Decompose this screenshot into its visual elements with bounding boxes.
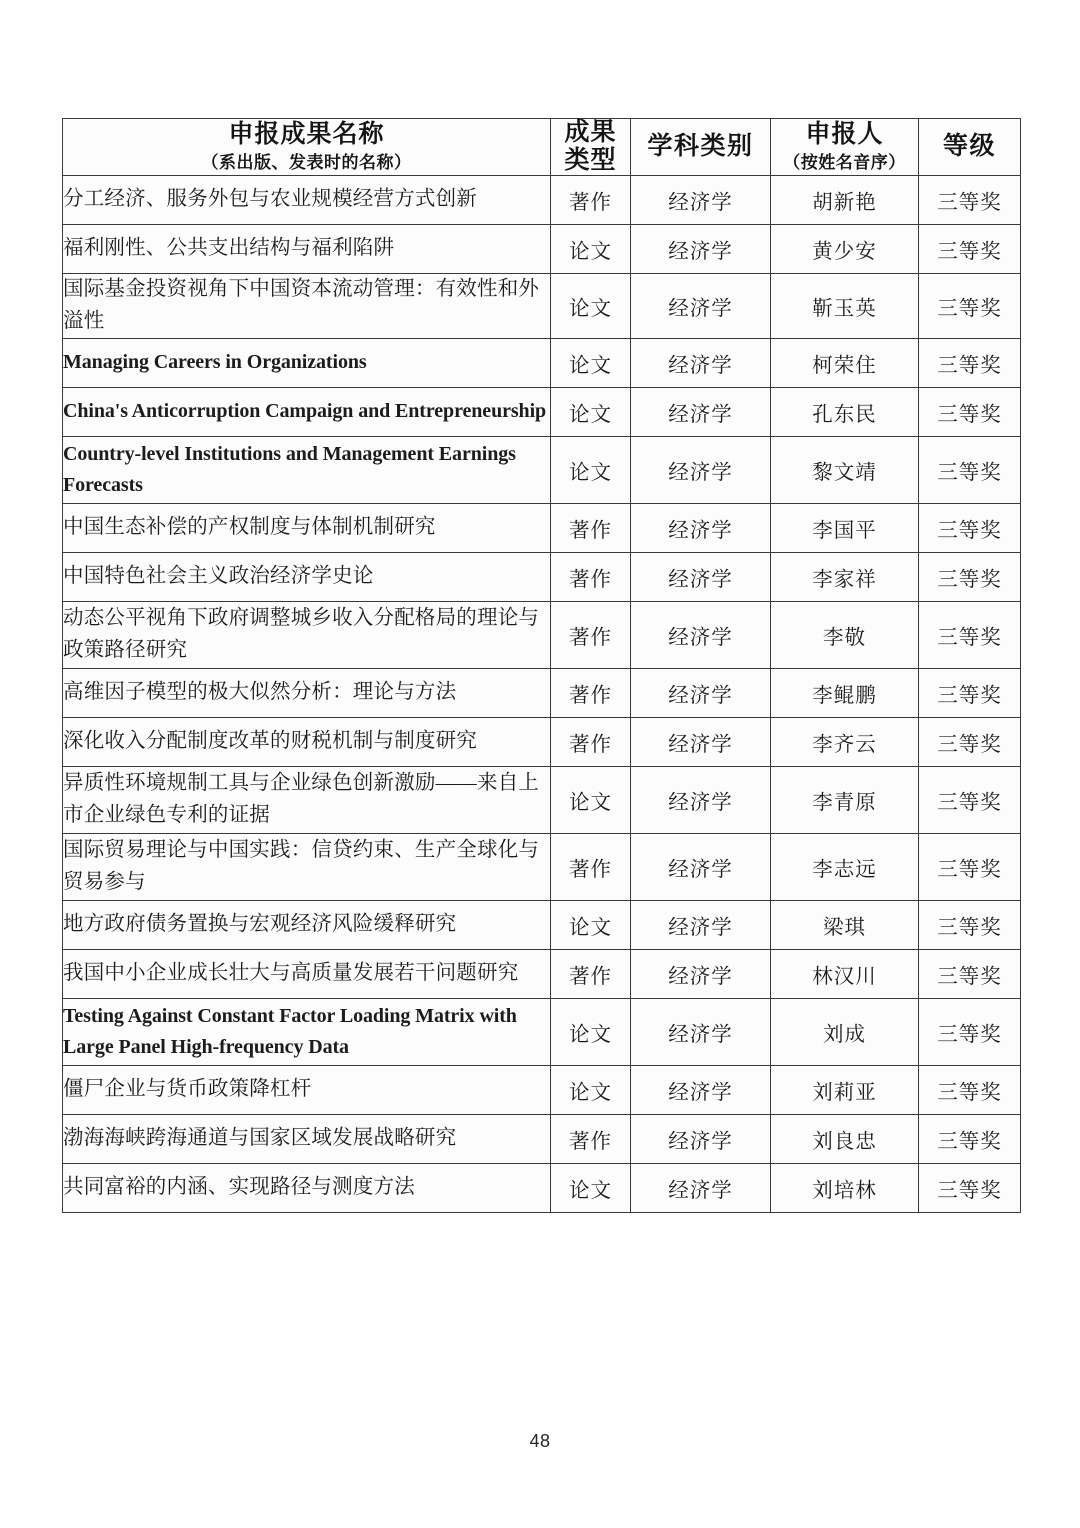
cell-award-level: 三等奖 bbox=[919, 225, 1021, 274]
cell-discipline: 经济学 bbox=[631, 601, 771, 668]
cell-achievement-title: 国际基金投资视角下中国资本流动管理：有效性和外溢性 bbox=[63, 274, 551, 339]
cell-applicant-name: 黎文靖 bbox=[771, 436, 919, 503]
cell-achievement-title: 中国生态补偿的产权制度与体制机制研究 bbox=[63, 503, 551, 552]
table-row bbox=[63, 225, 1021, 274]
cell-achievement-type: 著作 bbox=[551, 601, 631, 668]
cell-discipline: 经济学 bbox=[631, 503, 771, 552]
cell-achievement-type: 论文 bbox=[551, 274, 631, 339]
table-row bbox=[63, 176, 1021, 225]
cell-award-level: 三等奖 bbox=[919, 833, 1021, 900]
table-header bbox=[63, 119, 1021, 176]
table-row bbox=[63, 766, 1021, 833]
cell-award-level: 三等奖 bbox=[919, 668, 1021, 717]
cell-applicant-name: 李敬 bbox=[771, 601, 919, 668]
column-header-discipline-label: 学科类别 bbox=[647, 132, 754, 160]
cell-achievement-type: 著作 bbox=[551, 503, 631, 552]
cell-award-level: 三等奖 bbox=[919, 717, 1021, 766]
column-header-type-line1: 成果 bbox=[564, 119, 617, 146]
column-header-person-sub: （按姓名音序） bbox=[783, 152, 906, 172]
cell-achievement-type: 著作 bbox=[551, 949, 631, 998]
column-header-title-main: 申报成果名称 bbox=[228, 121, 385, 149]
cell-award-level: 三等奖 bbox=[919, 998, 1021, 1065]
cell-discipline: 经济学 bbox=[631, 225, 771, 274]
cell-achievement-title: Managing Careers in Organizations bbox=[63, 338, 551, 387]
cell-achievement-type: 论文 bbox=[551, 1065, 631, 1114]
cell-applicant-name: 李青原 bbox=[771, 766, 919, 833]
column-header-level bbox=[919, 119, 1021, 176]
column-header-type-line2: 类型 bbox=[564, 147, 617, 174]
cell-achievement-title: 国际贸易理论与中国实践：信贷约束、生产全球化与贸易参与 bbox=[63, 833, 551, 900]
cell-award-level: 三等奖 bbox=[919, 436, 1021, 503]
cell-discipline: 经济学 bbox=[631, 1114, 771, 1163]
cell-discipline: 经济学 bbox=[631, 387, 771, 436]
column-header-person-main: 申报人 bbox=[805, 121, 884, 149]
cell-discipline: 经济学 bbox=[631, 717, 771, 766]
cell-achievement-title: 福利刚性、公共支出结构与福利陷阱 bbox=[63, 225, 551, 274]
cell-achievement-type: 著作 bbox=[551, 1114, 631, 1163]
cell-award-level: 三等奖 bbox=[919, 503, 1021, 552]
table-row bbox=[63, 1163, 1021, 1212]
cell-achievement-title: 我国中小企业成长壮大与高质量发展若干问题研究 bbox=[63, 949, 551, 998]
cell-achievement-type: 论文 bbox=[551, 900, 631, 949]
cell-discipline: 经济学 bbox=[631, 949, 771, 998]
cell-award-level: 三等奖 bbox=[919, 900, 1021, 949]
cell-award-level: 三等奖 bbox=[919, 552, 1021, 601]
cell-achievement-title: Testing Against Constant Factor Loading Matrix with Large Panel High-frequency Data bbox=[63, 998, 551, 1065]
cell-applicant-name: 李国平 bbox=[771, 503, 919, 552]
cell-award-level: 三等奖 bbox=[919, 1065, 1021, 1114]
cell-applicant-name: 李鲲鹏 bbox=[771, 668, 919, 717]
column-header-person bbox=[771, 119, 919, 176]
table-row bbox=[63, 436, 1021, 503]
cell-achievement-title: Country-level Institutions and Management Earnings Forecasts bbox=[63, 436, 551, 503]
column-header-level-label: 等级 bbox=[942, 132, 996, 160]
cell-applicant-name: 胡新艳 bbox=[771, 176, 919, 225]
cell-discipline: 经济学 bbox=[631, 176, 771, 225]
cell-achievement-title: 中国特色社会主义政治经济学史论 bbox=[63, 552, 551, 601]
table-row bbox=[63, 833, 1021, 900]
cell-award-level: 三等奖 bbox=[919, 949, 1021, 998]
table-row bbox=[63, 1065, 1021, 1114]
cell-applicant-name: 柯荣住 bbox=[771, 338, 919, 387]
cell-achievement-type: 著作 bbox=[551, 552, 631, 601]
cell-achievement-type: 论文 bbox=[551, 225, 631, 274]
cell-achievement-title: 地方政府债务置换与宏观经济风险缓释研究 bbox=[63, 900, 551, 949]
cell-award-level: 三等奖 bbox=[919, 1163, 1021, 1212]
table-row bbox=[63, 1114, 1021, 1163]
cell-achievement-type: 论文 bbox=[551, 338, 631, 387]
cell-achievement-title: 深化收入分配制度改革的财税机制与制度研究 bbox=[63, 717, 551, 766]
cell-achievement-type: 著作 bbox=[551, 176, 631, 225]
table-row bbox=[63, 503, 1021, 552]
table-row bbox=[63, 949, 1021, 998]
table-row bbox=[63, 274, 1021, 339]
cell-achievement-title: 分工经济、服务外包与农业规模经营方式创新 bbox=[63, 176, 551, 225]
cell-applicant-name: 林汉川 bbox=[771, 949, 919, 998]
cell-award-level: 三等奖 bbox=[919, 601, 1021, 668]
cell-achievement-title: 渤海海峡跨海通道与国家区域发展战略研究 bbox=[63, 1114, 551, 1163]
cell-achievement-type: 著作 bbox=[551, 717, 631, 766]
table-body bbox=[63, 176, 1021, 1213]
table-row bbox=[63, 552, 1021, 601]
column-header-discipline bbox=[631, 119, 771, 176]
cell-achievement-title: 异质性环境规制工具与企业绿色创新激励——来自上市企业绿色专利的证据 bbox=[63, 766, 551, 833]
cell-applicant-name: 刘良忠 bbox=[771, 1114, 919, 1163]
cell-award-level: 三等奖 bbox=[919, 387, 1021, 436]
cell-discipline: 经济学 bbox=[631, 668, 771, 717]
cell-award-level: 三等奖 bbox=[919, 338, 1021, 387]
cell-applicant-name: 刘莉亚 bbox=[771, 1065, 919, 1114]
cell-achievement-title: 高维因子模型的极大似然分析：理论与方法 bbox=[63, 668, 551, 717]
cell-award-level: 三等奖 bbox=[919, 274, 1021, 339]
cell-discipline: 经济学 bbox=[631, 766, 771, 833]
column-header-title-sub: （系出版、发表时的名称） bbox=[201, 152, 412, 172]
table-row bbox=[63, 998, 1021, 1065]
cell-applicant-name: 刘培林 bbox=[771, 1163, 919, 1212]
cell-achievement-title: 僵尸企业与货币政策降杠杆 bbox=[63, 1065, 551, 1114]
cell-achievement-type: 论文 bbox=[551, 436, 631, 503]
award-results-table bbox=[62, 118, 1021, 1213]
cell-achievement-type: 著作 bbox=[551, 668, 631, 717]
cell-discipline: 经济学 bbox=[631, 274, 771, 339]
page-number: 48 bbox=[529, 1431, 551, 1451]
cell-applicant-name: 孔东民 bbox=[771, 387, 919, 436]
cell-applicant-name: 李家祥 bbox=[771, 552, 919, 601]
table-row bbox=[63, 717, 1021, 766]
cell-award-level: 三等奖 bbox=[919, 176, 1021, 225]
column-header-title bbox=[63, 119, 551, 176]
cell-achievement-title: 共同富裕的内涵、实现路径与测度方法 bbox=[63, 1163, 551, 1212]
cell-discipline: 经济学 bbox=[631, 436, 771, 503]
cell-award-level: 三等奖 bbox=[919, 1114, 1021, 1163]
cell-achievement-title: China's Anticorruption Campaign and Entrepreneurship bbox=[63, 387, 551, 436]
cell-achievement-type: 论文 bbox=[551, 387, 631, 436]
cell-discipline: 经济学 bbox=[631, 900, 771, 949]
cell-applicant-name: 刘成 bbox=[771, 998, 919, 1065]
cell-applicant-name: 李志远 bbox=[771, 833, 919, 900]
cell-discipline: 经济学 bbox=[631, 552, 771, 601]
cell-discipline: 经济学 bbox=[631, 833, 771, 900]
cell-achievement-type: 论文 bbox=[551, 766, 631, 833]
table-row bbox=[63, 668, 1021, 717]
cell-applicant-name: 黄少安 bbox=[771, 225, 919, 274]
table-row bbox=[63, 387, 1021, 436]
table-row bbox=[63, 338, 1021, 387]
cell-applicant-name: 李齐云 bbox=[771, 717, 919, 766]
cell-discipline: 经济学 bbox=[631, 1163, 771, 1212]
cell-achievement-type: 著作 bbox=[551, 833, 631, 900]
cell-applicant-name: 梁琪 bbox=[771, 900, 919, 949]
cell-achievement-type: 论文 bbox=[551, 1163, 631, 1212]
cell-discipline: 经济学 bbox=[631, 998, 771, 1065]
cell-discipline: 经济学 bbox=[631, 338, 771, 387]
column-header-type bbox=[551, 119, 631, 176]
cell-award-level: 三等奖 bbox=[919, 766, 1021, 833]
cell-achievement-type: 论文 bbox=[551, 998, 631, 1065]
cell-discipline: 经济学 bbox=[631, 1065, 771, 1114]
table-row bbox=[63, 601, 1021, 668]
cell-achievement-title: 动态公平视角下政府调整城乡收入分配格局的理论与政策路径研究 bbox=[63, 601, 551, 668]
table-row bbox=[63, 900, 1021, 949]
cell-applicant-name: 靳玉英 bbox=[771, 274, 919, 339]
header-row bbox=[63, 119, 1021, 176]
